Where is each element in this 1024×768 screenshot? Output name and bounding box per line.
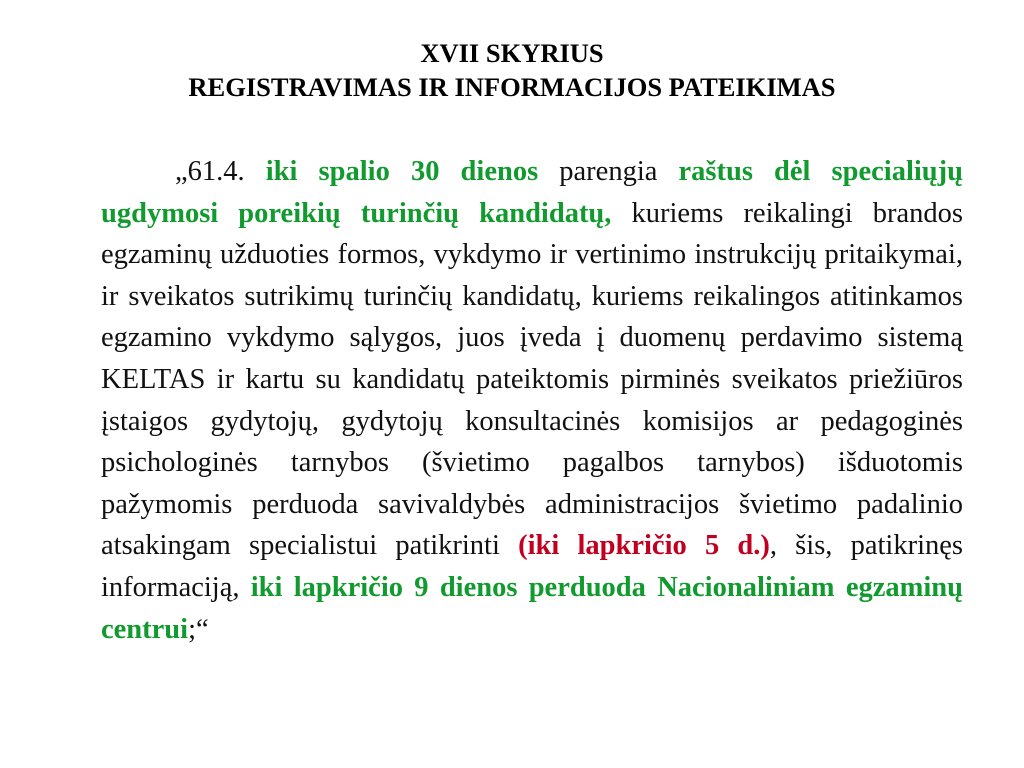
deadline-october-30: iki spalio 30 dienos: [265, 156, 539, 187]
chapter-number: XVII SKYRIUS: [420, 38, 604, 68]
closing-quote: ;“: [188, 613, 209, 645]
text-segment: parengia: [538, 156, 679, 187]
paragraph-61-4: [101, 151, 963, 650]
highlight-special-needs-letters: raštus dėl specialiųjų ugdymosi poreikių turinčių kandidatų,: [101, 156, 963, 229]
paragraph-number: „61.4.: [175, 156, 266, 187]
text-segment: , šis, patikrinęs informaciją,: [101, 530, 963, 603]
deadline-november-5: (iki lapkričio 5 d.): [518, 530, 770, 562]
chapter-heading: [0, 36, 1024, 104]
chapter-title: REGISTRAVIMAS IR INFORMACIJOS PATEIKIMAS: [188, 72, 836, 102]
deadline-november-9: iki lapkričio 9 dienos perduoda Nacionaliniam egzaminų centrui: [101, 571, 963, 645]
text-segment: kuriems reikalingi brandos egzaminų užduoties formos, vykdymo ir vertinimo instrukcijų pritaikymai, ir sveikatos sutrikimų turinčių kandidatų, kuriems reikalingos atitinkamos egzamino vykdymo sąlygos, juos įveda į duomenų perdavimo sistemą KELTAS ir kartu su kandidatų pateiktomis pirminės sveikatos priežiūros įstaigos gydytojų, gydytojų konsultacinės komisijos ar pedagoginės psichologinės tarnybos (švietimo pagalbos tarnybos) išduotomis pažymomis perduoda savivaldybės administracijos švietimo padalinio atsakingam specialistui patikrinti: [101, 197, 963, 562]
